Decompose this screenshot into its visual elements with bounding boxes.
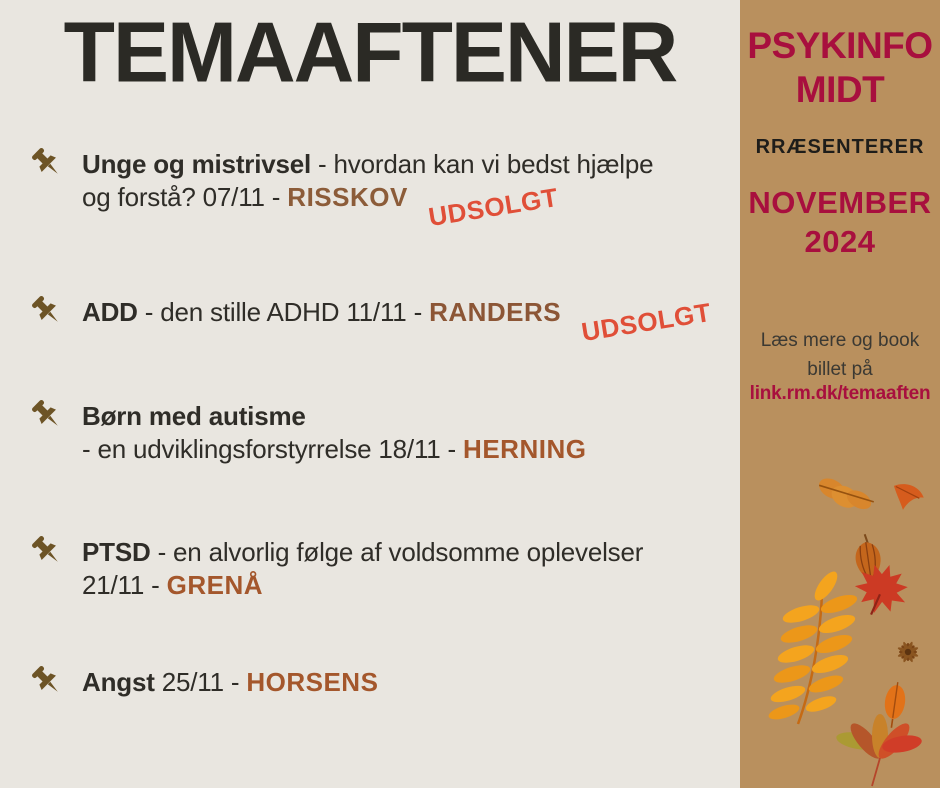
pushpin-icon: [28, 662, 66, 705]
month-line-1: NOVEMBER: [748, 185, 932, 220]
event-text: [82, 400, 586, 466]
event-text: [82, 296, 714, 348]
month-label: [740, 184, 940, 262]
page-title: TEMAAFTENER: [63, 4, 677, 100]
event-row-unge-og-mistrivsel: [28, 148, 718, 233]
month-line-2: 2024: [804, 223, 876, 259]
event-row-add: [28, 296, 718, 348]
booking-text: [740, 326, 940, 384]
soldout-badge: UDSOLGT: [579, 296, 714, 348]
soldout-badge: UDSOLGT: [426, 181, 560, 233]
event-date-line: og forstå? 07/11 -: [82, 182, 288, 212]
pushpin-icon: [28, 144, 66, 187]
booking-text-line-1: Læs mere og book: [760, 330, 920, 351]
event-subtitle: - en alvorlig følge af voldsomme oplevelser: [150, 537, 644, 567]
event-text: [82, 536, 643, 602]
booking-text-line-2: billet på: [807, 359, 873, 380]
event-location: GRENÅ: [166, 570, 264, 600]
event-subtitle: - den stille ADHD 11/11 -: [137, 297, 430, 327]
event-title: Unge og mistrivsel: [82, 149, 312, 179]
event-subtitle: 25/11 -: [154, 667, 247, 697]
event-title: PTSD: [82, 537, 151, 567]
presents-label: RRÆSENTERER: [755, 136, 925, 158]
brand-line-1: PSYKINFO: [747, 25, 933, 66]
event-subtitle: - hvordan kan vi bedst hjælpe: [311, 149, 654, 179]
brand-name: [740, 24, 940, 113]
event-title: Angst: [82, 667, 155, 697]
event-location: RISSKOV: [287, 182, 408, 212]
booking-url: link.rm.dk/temaaften: [749, 383, 931, 404]
small-leaf-icon: [888, 480, 926, 514]
event-location: RANDERS: [429, 297, 562, 327]
event-row-ptsd: [28, 536, 718, 602]
branding-sidebar: [740, 0, 940, 788]
event-location: HERNING: [463, 434, 587, 464]
pushpin-icon: [28, 292, 66, 335]
pushpin-icon: [28, 532, 66, 575]
event-date-line: - en udviklingsforstyrrelse 18/11 -: [82, 434, 464, 464]
brand-line-2: MIDT: [795, 69, 885, 111]
creeper-leaf-icon: [835, 714, 923, 786]
event-location: HORSENS: [246, 667, 379, 697]
pushpin-icon: [28, 396, 66, 439]
event-title: Børn med autisme: [82, 401, 306, 431]
event-title: ADD: [82, 297, 138, 327]
event-text: [82, 148, 654, 233]
event-date-line: 21/11 -: [82, 570, 167, 600]
event-row-angst: [28, 666, 718, 705]
star-anise-icon: [897, 641, 919, 663]
autumn-leaves-illustration: [740, 428, 940, 788]
rowan-leaf-icon: [767, 568, 859, 724]
oak-leaf-icon: [815, 472, 876, 518]
event-row-boern-med-autisme: [28, 400, 718, 466]
event-text: [82, 666, 378, 699]
